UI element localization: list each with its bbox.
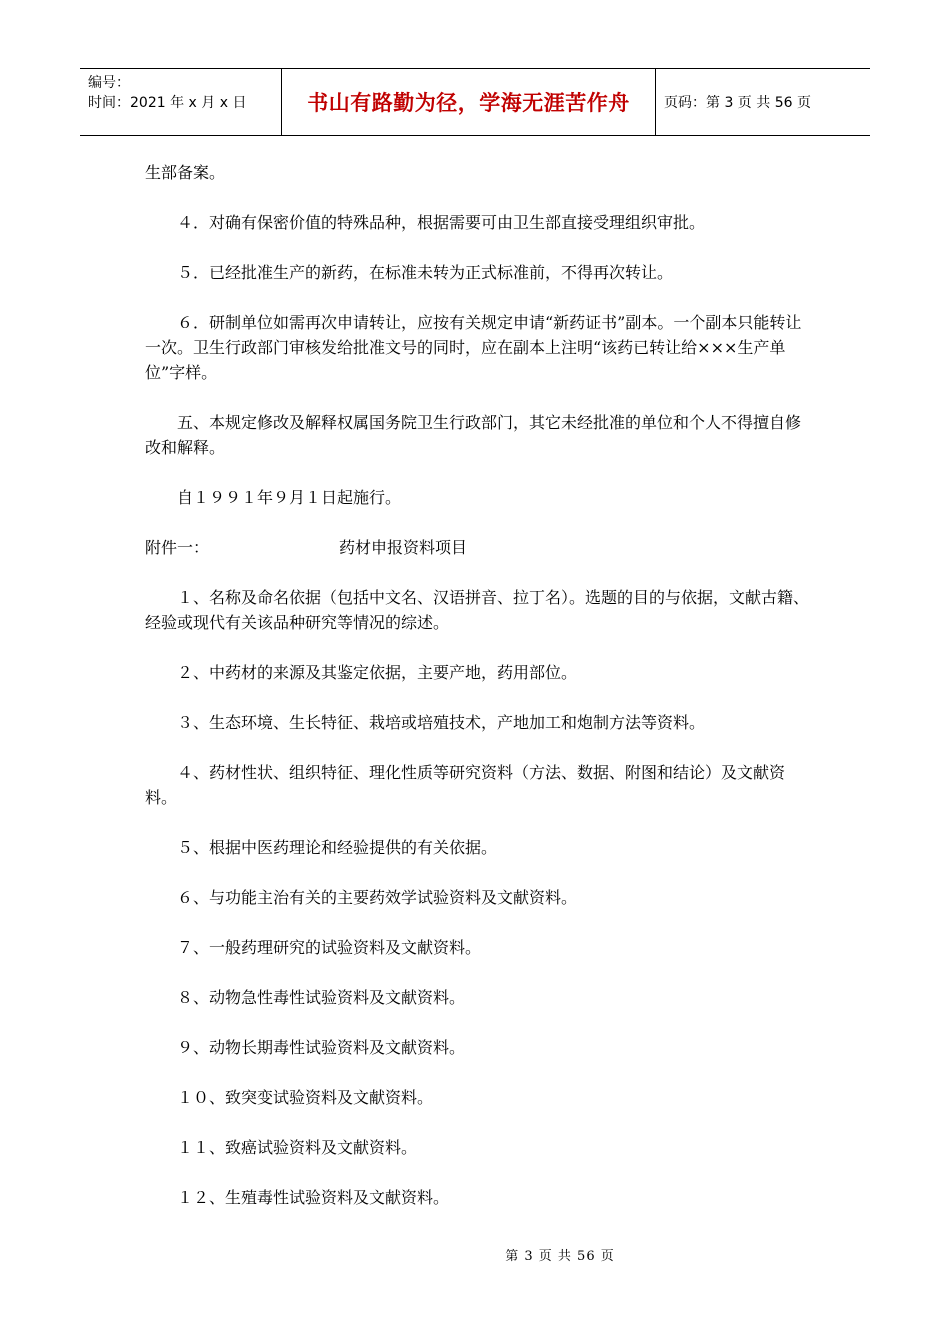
header-meta bbox=[80, 69, 282, 135]
header-motto: 书山有路勤为径，学海无涯苦作舟 bbox=[282, 69, 656, 135]
number-label: 编号： bbox=[88, 75, 130, 91]
item-list bbox=[145, 585, 810, 1210]
header-page-info: 页码：第 3 页 共 56 页 bbox=[664, 95, 811, 111]
paragraph: 自１９９１年９月１日起施行。 bbox=[177, 488, 402, 507]
attachment-title: 药材申报资料项目 bbox=[339, 538, 468, 557]
paragraph: ６．研制单位如需再次申请转让，应按有关规定申请“新药证书”副本。一个副本只能转让一次。卫生行政部门审核发给批准文号的同时，应在副本上注明“该药已转让给×××生产单位”字样。 bbox=[145, 313, 802, 382]
attachment-label: 附件一： bbox=[145, 538, 210, 557]
list-item: ８、动物急性毒性试验资料及文献资料。 bbox=[177, 988, 466, 1007]
attachment-heading bbox=[145, 535, 810, 560]
list-item: ７、一般药理研究的试验资料及文献资料。 bbox=[177, 938, 482, 957]
list-item: ６、与功能主治有关的主要药效学试验资料及文献资料。 bbox=[177, 888, 578, 907]
paragraph: ５．已经批准生产的新药，在标准未转为正式标准前，不得再次转让。 bbox=[177, 263, 674, 282]
list-item: ４、药材性状、组织特征、理化性质等研究资料（方法、数据、附图和结论）及文献资料。 bbox=[145, 763, 786, 807]
list-item: １、名称及命名依据（包括中文名、汉语拼音、拉丁名）。选题的目的与依据，文献古籍、经验或现代有关该品种研究等情况的综述。 bbox=[145, 588, 810, 632]
paragraph-list bbox=[145, 160, 810, 510]
list-item: ３、生态环境、生长特征、栽培或培殖技术，产地加工和炮制方法等资料。 bbox=[177, 713, 706, 732]
list-item: １０、致突变试验资料及文献资料。 bbox=[177, 1088, 434, 1107]
list-item: ９、动物长期毒性试验资料及文献资料。 bbox=[177, 1038, 466, 1057]
page-footer: 第 3 页 共 56 页 bbox=[505, 1249, 615, 1264]
paragraph: 五、本规定修改及解释权属国务院卫生行政部门，其它未经批准的单位和个人不得擅自修改和解释。 bbox=[145, 413, 802, 457]
list-item: ２、中药材的来源及其鉴定依据，主要产地，药用部位。 bbox=[177, 663, 578, 682]
list-item: １２、生殖毒性试验资料及文献资料。 bbox=[177, 1188, 450, 1207]
page-header bbox=[80, 68, 870, 136]
paragraph: ４．对确有保密价值的特殊品种，根据需要可由卫生部直接受理组织审批。 bbox=[177, 213, 706, 232]
document-body bbox=[145, 160, 810, 1235]
list-item: １１、致癌试验资料及文献资料。 bbox=[177, 1138, 418, 1157]
list-item: ５、根据中医药理论和经验提供的有关依据。 bbox=[177, 838, 498, 857]
paragraph: 生部备案。 bbox=[145, 163, 226, 182]
time-label: 时间：2021 年 x 月 x 日 bbox=[88, 95, 247, 111]
